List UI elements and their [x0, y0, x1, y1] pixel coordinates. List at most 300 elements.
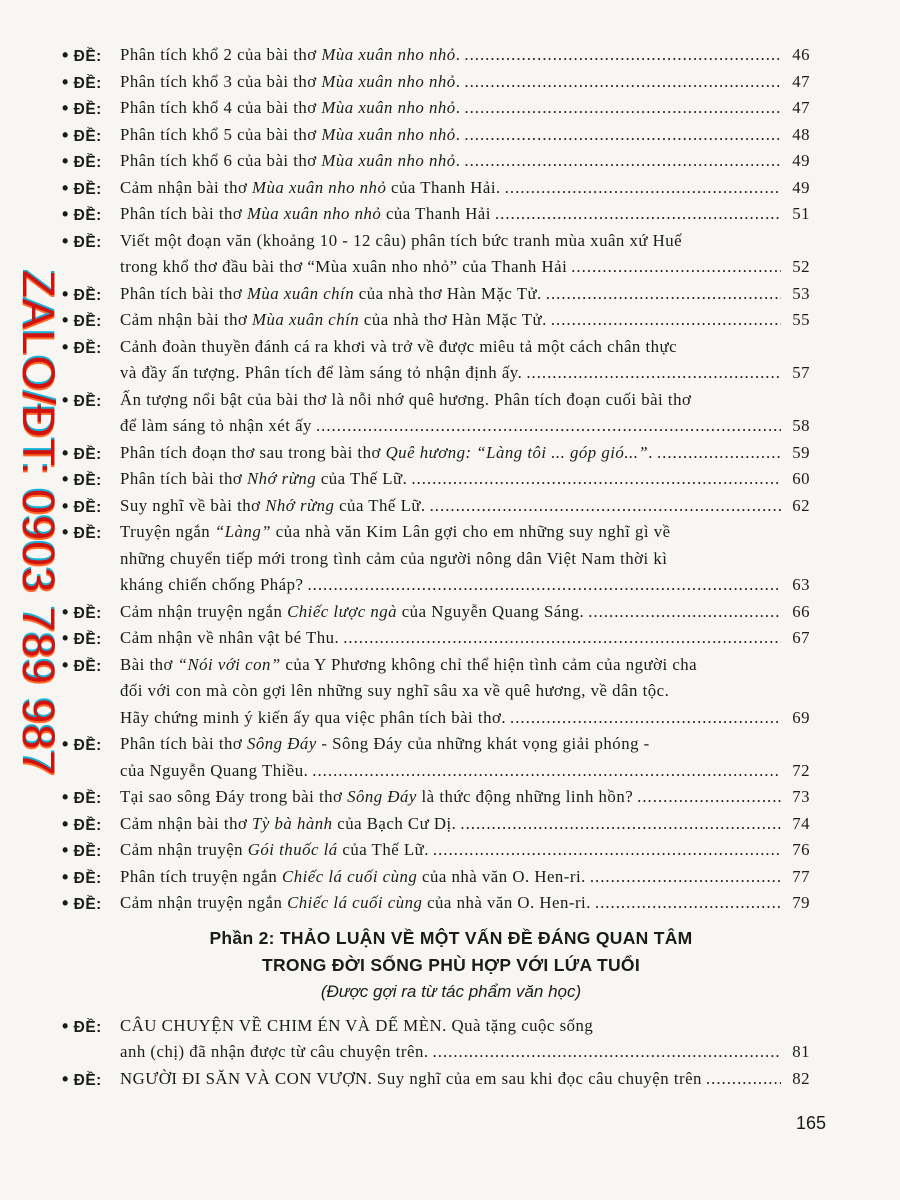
dot-leader	[495, 201, 781, 228]
entry-page-number: 67	[792, 628, 810, 647]
bullet-marker	[62, 307, 102, 336]
section-heading	[62, 925, 810, 979]
dot-leader	[316, 413, 781, 440]
entry-page-number: 69	[792, 707, 810, 727]
entry-line	[120, 864, 810, 891]
entry-work-title: “Nói với con”	[177, 654, 281, 674]
dot-leader	[312, 758, 781, 785]
entry-text-part: Phân tích khổ 3 của bài thơ	[120, 71, 322, 91]
toc-entry	[62, 281, 810, 308]
entry-text-line	[120, 731, 810, 758]
bullet-marker	[62, 466, 102, 495]
entry-line	[120, 360, 810, 387]
bullet-dot: •	[62, 45, 69, 65]
entry-page-number: 74	[792, 813, 810, 833]
entry-text-part: Cảm nhận truyện ngắn	[120, 893, 288, 912]
section-heading-line2: TRONG ĐỜI SỐNG PHÙ HỢP VỚI LỨA TUỔI	[261, 954, 641, 975]
entry-label: ĐỀ:	[73, 843, 102, 860]
entry-work-title: Sông Đáy	[347, 787, 417, 806]
entry-page-number: 73	[792, 787, 810, 806]
toc-entry	[62, 652, 810, 732]
dot-leader	[464, 42, 781, 69]
entry-work-title: Sông Đáy	[246, 734, 317, 753]
entry-text	[120, 466, 407, 493]
bullet-marker	[62, 731, 102, 760]
bullet-marker	[62, 811, 102, 840]
toc-entry	[62, 1066, 810, 1093]
dot-leader	[433, 837, 781, 864]
entry-label: ĐỀ:	[73, 816, 102, 834]
entry-label: ĐỀ:	[73, 1071, 102, 1089]
entry-work-title: Mùa xuân chín	[252, 310, 360, 329]
entry-text-part: Phân tích khổ 4 của bài thơ	[120, 98, 322, 117]
bullet-marker	[62, 228, 102, 257]
entry-label: ĐỀ:	[73, 472, 102, 489]
entry-line	[120, 413, 810, 440]
page-number: 165	[796, 1113, 827, 1133]
toc-entry	[62, 148, 810, 175]
entry-label: ĐỀ:	[73, 737, 102, 754]
entry-line	[120, 42, 810, 69]
entry-page-number: 48	[792, 124, 810, 144]
toc-entry	[62, 811, 810, 838]
entry-line	[120, 175, 810, 202]
entry-work-title: Tỳ bà hành	[252, 813, 333, 833]
bullet-dot: •	[62, 866, 69, 887]
entry-text-part: .	[455, 45, 461, 64]
entry-text-part: Cảm nhận bài thơ	[120, 310, 253, 329]
entry-line	[120, 307, 810, 334]
table-of-contents	[62, 42, 810, 1092]
entry-text	[120, 599, 584, 626]
bullet-dot: •	[62, 1068, 69, 1089]
entry-work-title: Mùa xuân nho nhỏ	[321, 98, 456, 117]
bullet-dot: •	[62, 230, 69, 251]
bullet-marker	[62, 864, 102, 893]
bullet-dot: •	[62, 734, 69, 754]
entry-text-part: Suy nghĩ về bài thơ	[120, 495, 266, 515]
toc-entry	[62, 334, 810, 387]
entry-label: ĐỀ:	[73, 339, 102, 357]
bullet-marker	[62, 837, 102, 866]
entry-work-title: Mùa xuân nho nhỏ	[321, 45, 456, 64]
bullet-marker	[62, 652, 102, 681]
entry-text-part: .	[455, 71, 461, 91]
toc-entry	[62, 69, 810, 96]
entry-work-title: Mùa xuân nho nhỏ	[321, 71, 456, 91]
dot-leader	[706, 1066, 781, 1093]
toc-entry	[62, 440, 810, 467]
entry-text	[120, 413, 312, 440]
entry-text-part: của Thế Lữ.	[337, 840, 429, 859]
entry-text-line	[120, 652, 810, 679]
watermark	[2, 270, 64, 910]
entry-text-part: Phân tích bài thơ	[120, 204, 247, 223]
entry-text	[120, 837, 429, 864]
toc-entry	[62, 493, 810, 520]
entry-text	[120, 42, 460, 69]
bullet-marker	[62, 201, 102, 230]
entry-text	[120, 122, 460, 149]
bullet-dot: •	[62, 893, 69, 913]
entry-line	[120, 148, 810, 175]
entry-text: - Sông Đáy của những khát vọng giải phóng -	[316, 734, 650, 753]
entry-text-part: Phân tích khổ 2 của bài thơ	[120, 45, 322, 64]
dot-leader	[595, 890, 781, 917]
dot-leader	[307, 572, 781, 599]
entry-page-number: 76	[792, 840, 810, 859]
entry-text-line: Cảnh đoàn thuyền đánh cá ra khơi và trở về được miêu tả một cách chân thực	[120, 336, 678, 356]
entry-text	[120, 69, 460, 96]
entry-label: ĐỀ:	[73, 48, 102, 65]
entry-text-part: Cảm nhận bài thơ	[120, 813, 253, 833]
entry-line	[120, 784, 810, 811]
entry-text-line: đối với con mà còn gợi lên những suy nghĩ sâu xa về quê hương, về dân tộc.	[120, 681, 670, 700]
bullet-dot: •	[62, 442, 69, 463]
toc-entry	[62, 201, 810, 228]
entry-text	[120, 307, 547, 334]
entry-text	[120, 1039, 429, 1066]
dot-leader	[657, 440, 781, 467]
bullet-dot: •	[62, 336, 69, 357]
entry-line	[120, 758, 810, 785]
bullet-dot: •	[62, 98, 69, 118]
bullet-dot: •	[62, 522, 69, 542]
toc-entry	[62, 42, 810, 69]
entry-text-line: những chuyển tiếp mới trong tình cảm của người nông dân Việt Nam thời kì	[120, 548, 668, 568]
section-subheading: (Được gợi ra từ tác phẩm văn học)	[320, 981, 582, 1001]
entry-page-number: 53	[792, 283, 810, 303]
entry-text	[120, 95, 460, 122]
entry-text-part: Phân tích đoạn thơ sau trong bài thơ	[120, 442, 386, 462]
watermark-text: ZALO/ĐT: 0903 789 987	[13, 270, 64, 777]
entry-text-part: của Thế Lữ.	[334, 495, 426, 515]
entry-text	[120, 175, 501, 202]
entry-label: ĐỀ:	[73, 790, 102, 807]
entry-page-number: 59	[792, 442, 810, 462]
entry-label: ĐỀ:	[73, 180, 102, 198]
entry-label: ĐỀ:	[73, 286, 102, 304]
dot-leader	[343, 625, 781, 652]
entry-work-title: Nhớ rừng	[246, 469, 317, 488]
bullet-dot: •	[62, 1015, 69, 1036]
entry-line	[120, 69, 810, 96]
entry-label: ĐỀ:	[73, 101, 102, 118]
toc-entry	[62, 837, 810, 864]
dot-leader	[433, 1039, 781, 1066]
bullet-dot: •	[62, 310, 69, 330]
bullet-dot: •	[62, 813, 69, 834]
entry-page-number: 60	[792, 469, 810, 488]
entry-page-number: 49	[792, 151, 810, 170]
entry-page-number: 52	[792, 257, 810, 276]
toc-entry	[62, 228, 810, 281]
entry-label: ĐỀ:	[73, 127, 102, 145]
entry-text	[120, 440, 653, 467]
entry-text	[120, 864, 586, 891]
entry-text-part: .	[455, 151, 461, 170]
dot-leader	[430, 493, 781, 520]
entry-text-part: của nhà văn O. Hen-ri.	[417, 866, 586, 886]
entry-label: ĐỀ:	[73, 445, 102, 463]
entry-line	[120, 281, 810, 308]
entry-text	[120, 493, 426, 520]
bullet-dot: •	[62, 601, 69, 622]
entry-text-part: của Thế Lữ.	[316, 469, 408, 488]
dot-leader	[590, 864, 781, 891]
entry-text	[120, 625, 339, 652]
section-heading-line1: Phần 2: THẢO LUẬN VỀ MỘT VẤN ĐỀ ĐÁNG QUAN TÂM	[209, 927, 693, 948]
bullet-marker	[62, 175, 102, 204]
toc-entry	[62, 625, 810, 652]
entry-text-part: Phân tích khổ 5 của bài thơ	[120, 124, 322, 144]
bullet-dot: •	[62, 787, 69, 807]
entry-text: Phân tích bài thơ	[120, 734, 247, 753]
bullet-marker	[62, 493, 102, 522]
entry-page-number: 47	[792, 71, 810, 91]
dot-leader	[411, 466, 781, 493]
toc-entry	[62, 466, 810, 493]
entry-text	[120, 281, 542, 308]
entry-text-part: Phân tích bài thơ	[120, 283, 247, 303]
entry-text	[120, 148, 460, 175]
entry-page-number: 66	[792, 601, 810, 621]
entry-label: ĐỀ:	[73, 525, 102, 542]
entry-label: ĐỀ:	[73, 74, 102, 92]
toc-entry	[62, 890, 810, 917]
dot-leader	[464, 95, 781, 122]
entry-text-part: của Bạch Cư Dị.	[332, 813, 457, 833]
bullet-dot: •	[62, 71, 69, 92]
entry-text-part: trong khổ thơ đầu bài thơ “Mùa xuân nho nhỏ” của Thanh Hải	[120, 257, 568, 276]
dot-leader	[464, 69, 781, 96]
entry-label: ĐỀ:	[73, 631, 102, 648]
bullet-marker	[62, 1066, 102, 1095]
entry-page-number: 63	[792, 575, 810, 594]
entry-line	[120, 705, 810, 732]
toc-list-part2	[62, 1013, 810, 1093]
bullet-marker	[62, 95, 102, 124]
entry-label: ĐỀ:	[73, 233, 102, 251]
entry-text-part: Phân tích truyện ngắn	[120, 866, 282, 886]
entry-page-number: 55	[792, 310, 810, 329]
entry-label: ĐỀ:	[73, 154, 102, 171]
entry-line	[120, 254, 810, 281]
dot-leader	[571, 254, 781, 281]
dot-leader	[460, 811, 781, 838]
bullet-marker	[62, 625, 102, 654]
entry-text-part: NGƯỜI ĐI SĂN VÀ CON VƯỢN. Suy nghĩ của em sau khi đọc câu chuyện trên	[120, 1068, 702, 1088]
entry-text-part: Cảm nhận truyện	[120, 840, 248, 859]
entry-line	[120, 466, 810, 493]
entry-work-title: Chiếc lá cuối cùng	[287, 893, 423, 912]
bullet-marker	[62, 784, 102, 813]
bullet-marker	[62, 890, 102, 919]
bullet-marker	[62, 387, 102, 416]
entry-text	[120, 360, 522, 387]
entry-label: ĐỀ:	[73, 313, 102, 330]
entry-work-title: Gói thuốc lá	[247, 840, 338, 859]
entry-text-part: của Thanh Hải	[381, 204, 491, 223]
entry-page-number: 81	[792, 1042, 810, 1061]
entry-line	[120, 122, 810, 149]
entry-text	[120, 254, 567, 281]
entry-text	[120, 1066, 702, 1093]
entry-label: ĐỀ:	[73, 896, 102, 913]
entry-text-part: của Nguyễn Quang Sáng.	[397, 601, 585, 621]
bullet-dot: •	[62, 628, 69, 648]
bullet-marker	[62, 440, 102, 469]
entry-work-title: Chiếc lược ngà	[287, 601, 398, 621]
entry-work-title: Mùa xuân nho nhỏ	[252, 177, 387, 197]
bullet-marker	[62, 42, 102, 71]
dot-leader	[510, 705, 781, 732]
entry-work-title: Quê hương: “Làng tôi ... góp gió...”	[385, 442, 649, 462]
toc-entry	[62, 95, 810, 122]
entry-text-line: CÂU CHUYỆN VỀ CHIM ÉN VÀ DẾ MÈN. Quà tặng cuộc sống	[120, 1015, 594, 1035]
entry-text-part: .	[648, 442, 653, 462]
bullet-marker	[62, 334, 102, 363]
bullet-marker	[62, 599, 102, 628]
entry-line	[120, 1066, 810, 1093]
entry-page-number: 79	[792, 893, 810, 912]
entry-text-part: để làm sáng tỏ nhận xét ấy	[120, 416, 312, 435]
entry-text-line	[120, 519, 810, 546]
bullet-marker	[62, 1013, 102, 1042]
entry-text	[120, 811, 456, 838]
bullet-marker	[62, 69, 102, 98]
entry-page-number: 62	[792, 495, 810, 515]
entry-line	[120, 493, 810, 520]
bullet-dot: •	[62, 151, 69, 171]
entry-label: ĐỀ:	[73, 657, 102, 675]
entry-label: ĐỀ:	[73, 869, 102, 887]
entry-page-number: 49	[792, 177, 810, 197]
entry-text-part: Tại sao sông Đáy trong bài thơ	[120, 787, 348, 806]
entry-text-part: kháng chiến chống Pháp?	[120, 575, 304, 594]
toc-entry	[62, 1013, 810, 1066]
toc-entry	[62, 307, 810, 334]
entry-label: ĐỀ:	[73, 498, 102, 516]
entry-label: ĐỀ:	[73, 392, 102, 410]
toc-entry	[62, 175, 810, 202]
bullet-dot: •	[62, 177, 69, 198]
entry-work-title: Mùa xuân nho nhỏ	[246, 204, 382, 223]
entry-work-title: “Làng”	[214, 522, 272, 541]
entry-line	[120, 811, 810, 838]
entry-page-number: 82	[792, 1068, 810, 1088]
entry-text-line: Ấn tượng nổi bật của bài thơ là nỗi nhớ quê hương. Phân tích đoạn cuối bài thơ	[120, 389, 692, 409]
bullet-dot: •	[62, 469, 69, 489]
entry-text-part: anh (chị) đã nhận được từ câu chuyện trên.	[120, 1042, 429, 1061]
dot-leader	[464, 148, 781, 175]
entry-text-part: là thức động những linh hồn?	[416, 787, 634, 806]
entry-text: của Y Phương không chỉ thể hiện tình cảm của người cha	[280, 654, 698, 674]
entry-work-title: Mùa xuân nho nhỏ	[321, 151, 456, 170]
entry-page-number: 51	[792, 204, 810, 223]
entry-text	[120, 572, 303, 599]
toc-entry	[62, 519, 810, 599]
entry-page-number: 47	[792, 98, 810, 117]
bullet-dot: •	[62, 124, 69, 145]
toc-entry	[62, 122, 810, 149]
entry-work-title: Chiếc lá cuối cùng	[282, 866, 418, 886]
entry-text: của nhà văn Kim Lân gợi cho em những suy nghĩ gì về	[271, 522, 671, 541]
entry-text-part: Hãy chứng minh ý kiến ấy qua việc phân tích bài thơ.	[120, 707, 507, 727]
bullet-dot: •	[62, 389, 69, 410]
dot-leader	[464, 122, 781, 149]
entry-work-title: Mùa xuân chín	[246, 283, 355, 303]
entry-text	[120, 201, 491, 228]
entry-line	[120, 599, 810, 626]
toc-entry	[62, 599, 810, 626]
toc-list-part1	[62, 42, 810, 917]
dot-leader	[551, 307, 781, 334]
entry-text-part: .	[455, 98, 461, 117]
entry-text-part: .	[455, 124, 461, 144]
dot-leader	[588, 599, 781, 626]
entry-line	[120, 1039, 810, 1066]
entry-text-part: Phân tích khổ 6 của bài thơ	[120, 151, 322, 170]
bullet-dot: •	[62, 283, 69, 304]
entry-line	[120, 837, 810, 864]
entry-line	[120, 572, 810, 599]
entry-text-part: Cảm nhận bài thơ	[120, 177, 253, 197]
toc-entry	[62, 784, 810, 811]
entry-line	[120, 95, 810, 122]
entry-label: ĐỀ:	[73, 207, 102, 224]
dot-leader	[546, 281, 781, 308]
bullet-marker	[62, 122, 102, 151]
entry-page-number: 77	[792, 866, 810, 886]
entry-text	[120, 784, 633, 811]
entry-page-number: 58	[792, 416, 810, 435]
entry-work-title: Mùa xuân nho nhỏ	[321, 124, 456, 144]
entry-line	[120, 625, 810, 652]
bullet-dot: •	[62, 654, 69, 675]
dot-leader	[526, 360, 781, 387]
bullet-marker	[62, 281, 102, 310]
dot-leader	[505, 175, 781, 202]
entry-text: Bài thơ	[120, 654, 178, 674]
entry-text: Truyện ngắn	[120, 522, 215, 541]
entry-text-line: Viết một đoạn văn (khoảng 10 - 12 câu) phân tích bức tranh mùa xuân xứ Huế	[120, 230, 683, 250]
entry-work-title: Nhớ rừng	[265, 495, 335, 515]
entry-line	[120, 890, 810, 917]
entry-text-part: và đầy ấn tượng. Phân tích để làm sáng tỏ nhận định ấy.	[120, 363, 523, 382]
bullet-marker	[62, 148, 102, 177]
entry-text	[120, 890, 591, 917]
entry-text-part: của Thanh Hải.	[386, 177, 501, 197]
bullet-dot: •	[62, 840, 69, 860]
entry-line	[120, 201, 810, 228]
entry-text-part: Cảm nhận truyện ngắn	[120, 601, 288, 621]
entry-page-number: 57	[792, 363, 810, 382]
entry-text-part: của Nguyễn Quang Thiều.	[120, 760, 309, 780]
bullet-dot: •	[62, 495, 69, 516]
entry-text-part: Cảm nhận về nhân vật bé Thu.	[120, 628, 340, 647]
toc-entry	[62, 731, 810, 784]
dot-leader	[637, 784, 781, 811]
entry-label: ĐỀ:	[73, 1018, 102, 1036]
entry-text	[120, 705, 506, 732]
entry-line	[120, 440, 810, 467]
entry-page-number: 72	[792, 760, 810, 780]
entry-text-part: của nhà thơ Hàn Mặc Tử.	[354, 283, 542, 303]
entry-text-part: Phân tích bài thơ	[120, 469, 247, 488]
toc-entry	[62, 387, 810, 440]
entry-page-number: 46	[792, 45, 810, 64]
